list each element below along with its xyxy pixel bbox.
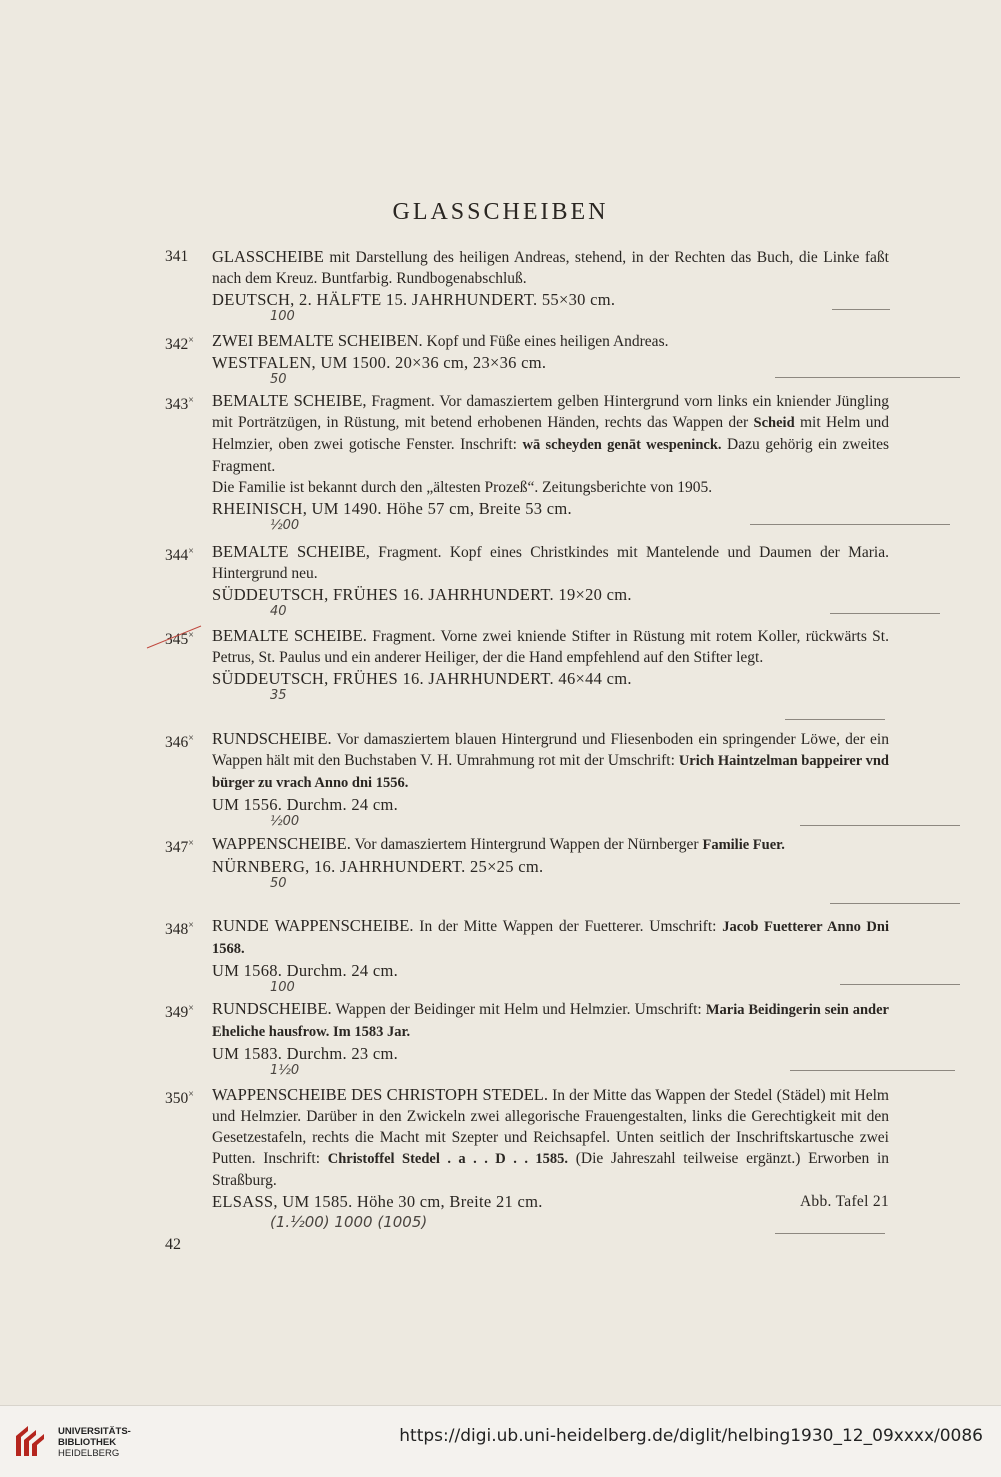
lot-description: In der Mitte Wappen der Fuetterer. Umschrift: bbox=[413, 918, 723, 935]
lot-number: 342× bbox=[165, 335, 194, 354]
lot-description: Fragment. Kopf eines Christkindes mit Mantelende und Daumen der Maria. Hintergrund neu. bbox=[212, 544, 889, 582]
lot-description: Fragment. Vorne zwei kniende Stifter in Rüstung mit rotem Koller, rückwärts St. Petrus, St. Paulus und ein anderer Heiliger, der die Hand empfehlend auf den Stifter legt. bbox=[212, 628, 889, 666]
handwritten-price: (1.½00) 1000 (1005) bbox=[270, 1213, 428, 1231]
lot-number: 343× bbox=[165, 395, 194, 414]
lot-number: 346× bbox=[165, 733, 194, 752]
lot-provenance: NÜRNBERG, 16. JAHRHUNDERT. 25×25 cm. bbox=[212, 857, 544, 876]
handwritten-price: 50 bbox=[270, 372, 287, 387]
divider bbox=[750, 524, 950, 525]
lot-provenance: UM 1556. Durchm. 24 cm. bbox=[212, 795, 399, 814]
divider bbox=[800, 825, 960, 826]
lot-description: Vor damasziertem blauen Hintergrund und Fliesenboden ein springender Löwe, der ein Wappen hält mit den Buchstaben V. H. Umrahmung rot mit der Umschrift: bbox=[212, 731, 889, 769]
lot-number: 348× bbox=[165, 920, 194, 939]
lot-heading: GLASSCHEIBE bbox=[212, 247, 324, 266]
plate-reference: Abb. Tafel 21 bbox=[799, 1193, 889, 1210]
lot-heading: RUNDE WAPPENSCHEIBE. bbox=[212, 916, 414, 935]
source-url-link[interactable]: https://digi.ub.uni-heidelberg.de/diglit/helbing1930_12_09xxxx/0086 bbox=[399, 1426, 983, 1446]
lot-entry bbox=[165, 998, 889, 1078]
lot-provenance: SÜDDEUTSCH, FRÜHES 16. JAHRHUNDERT. 19×20 cm. bbox=[212, 585, 632, 604]
inscription: Christoffel Stedel . a . . D . . 1585. bbox=[327, 1151, 569, 1167]
divider bbox=[830, 613, 940, 614]
lot-heading: WAPPENSCHEIBE DES CHRISTOPH STEDEL. bbox=[212, 1085, 548, 1104]
page-title: GLASSCHEIBEN bbox=[392, 199, 609, 225]
lot-entry bbox=[165, 833, 889, 891]
lot-provenance: ELSASS, UM 1585. Höhe 30 cm, Breite 21 cm. Abb. Tafel 21 bbox=[212, 1192, 889, 1211]
lot-heading: BEMALTE SCHEIBE. bbox=[212, 626, 367, 645]
lot-entry bbox=[165, 915, 889, 995]
lot-provenance: RHEINISCH, UM 1490. Höhe 57 cm, Breite 53 cm. bbox=[212, 499, 572, 518]
lot-heading: WAPPENSCHEIBE. bbox=[212, 834, 351, 853]
handwritten-price: 50 bbox=[270, 876, 287, 891]
divider bbox=[785, 719, 885, 720]
lot-number: 341 bbox=[165, 248, 189, 265]
divider bbox=[775, 377, 960, 378]
lot-description: Kopf und Füße eines heiligen Andreas. bbox=[422, 333, 669, 350]
lot-number: 345× bbox=[165, 630, 194, 649]
lot-entry: 350× WAPPENSCHEIBE DES CHRISTOPH STEDEL. In der Mitte das Wappen der Stedel (Städel) mit Helm und Helmzier. Darüber in den Zwickeln zwei allegorische Frauengestalten, links die Gerechtigkeit mit den Gesetzestafeln, rechts die Macht mit Szepter und Reichsapfel. Unten seitlich der Inschriftskartusche zwei Putten. Inschrift: Christoffel Stedel . a . . D . . 1585. (Die Jahreszahl teilweise ergänzt.) Erworben in Straßburg. ELSASS, UM 1585. Höhe 30 cm, Breite 21 cm. Abb. Tafel 21 (1.½00) 1000 (1005) bbox=[165, 1085, 890, 1231]
lot-entry bbox=[165, 728, 889, 829]
divider bbox=[840, 984, 960, 985]
inscription: Familie Fuer. bbox=[702, 837, 785, 853]
lot-number: 350× bbox=[165, 1089, 194, 1108]
lot-provenance: UM 1583. Durchm. 23 cm. bbox=[212, 1044, 399, 1063]
lot-description: Vor damasziertem Hintergrund Wappen der Nürnberger bbox=[350, 836, 703, 853]
handwritten-price: 1½0 bbox=[270, 1063, 300, 1078]
handwritten-price: 40 bbox=[270, 604, 287, 619]
inscription: Jacob Fuetterer Anno Dni 1568. bbox=[212, 919, 889, 957]
inscription: Scheid bbox=[753, 415, 795, 431]
lot-number: 347× bbox=[165, 838, 194, 857]
lot-description: mit Darstellung des heiligen Andreas, stehend, in der Rechten das Buch, die Linke faßt nach dem Kreuz. Buntfarbig. Rundbogenabschluß. bbox=[212, 249, 889, 287]
lot-note: Die Familie ist bekannt durch den „ältesten Prozeß“. Zeitungsberichte von 1905. bbox=[212, 479, 713, 496]
lot-entry bbox=[165, 541, 889, 619]
red-pencil-mark bbox=[145, 622, 205, 652]
lot-description: Wappen der Beidinger mit Helm und Helmzier. Umschrift: bbox=[331, 1001, 706, 1018]
lot-description: In der Mitte das Wappen der Stedel (Städel) mit Helm und Helmzier. Darüber in den Zwickeln zwei allegorische Frauengestalten, links die Gerechtigkeit mit den Gesetzestafeln, rechts die Macht mit Szepter und Reichsapfel. Unten seitlich der Inschriftskartusche zwei Putten. Inschrift: bbox=[212, 1087, 889, 1167]
lot-provenance: DEUTSCH, 2. HÄLFTE 15. JAHRHUNDERT. 55×30 cm. bbox=[212, 290, 616, 309]
handwritten-price: ½00 bbox=[270, 518, 300, 533]
lot-number: 349× bbox=[165, 1003, 194, 1022]
lot-heading: RUNDSCHEIBE. bbox=[212, 729, 332, 748]
handwritten-price: 35 bbox=[270, 688, 287, 703]
lot-description: Fragment. Vor damasziertem gelben Hintergrund vorn links ein kniender Jüngling mit Porträtzügen, in Rüstung, mit betend erhobenen Händen, rechts das Wappen der bbox=[212, 393, 889, 431]
inscription: wā scheyden genāt wespeninck. bbox=[522, 437, 722, 453]
lot-entry bbox=[165, 246, 889, 324]
page-number: 42 bbox=[165, 1236, 181, 1253]
divider bbox=[832, 309, 890, 310]
lot-provenance: SÜDDEUTSCH, FRÜHES 16. JAHRHUNDERT. 46×44 cm. bbox=[212, 669, 632, 688]
inscription: Maria Beidingerin sein ander Eheliche hausfrow. Im 1583 Jar. bbox=[212, 1002, 889, 1040]
lot-provenance: WESTFALEN, UM 1500. 20×36 cm, 23×36 cm. bbox=[212, 353, 547, 372]
lot-heading: BEMALTE SCHEIBE, bbox=[212, 542, 370, 561]
lot-entry: 343× BEMALTE SCHEIBE, Fragment. Vor damasziertem gelben Hintergrund vorn links ein kniender Jüngling mit Porträtzügen, in Rüstung, mit betend erhobenen Händen, rechts das Wappen der Scheid mit Helm und Helmzier, oben zwei gotische Fenster. Inschrift: wā scheyden genāt wespeninck. Dazu gehörig ein zweites Fragment. Die Familie ist bekannt durch den „ältesten Prozeß“. Zeitungsberichte von 1905. RHEINISCH, UM 1490. Höhe 57 cm, Breite 53 cm. ½00 bbox=[165, 391, 889, 533]
footer-bar bbox=[0, 1405, 1001, 1477]
handwritten-price: 100 bbox=[270, 980, 295, 995]
lot-number: 344× bbox=[165, 546, 194, 565]
lot-provenance: UM 1568. Durchm. 24 cm. bbox=[212, 961, 399, 980]
lot-heading: ZWEI BEMALTE SCHEIBEN. bbox=[212, 331, 423, 350]
lot-heading: BEMALTE SCHEIBE, bbox=[212, 391, 367, 410]
lot-heading: RUNDSCHEIBE. bbox=[212, 999, 332, 1018]
lot-entry bbox=[165, 625, 889, 703]
handwritten-price: ½00 bbox=[270, 814, 300, 829]
divider bbox=[775, 1233, 885, 1234]
library-logo-icon[interactable] bbox=[12, 1422, 50, 1462]
lot-entry bbox=[165, 330, 889, 387]
library-name: UNIVERSITÄTS- BIBLIOTHEK HEIDELBERG bbox=[58, 1426, 131, 1459]
divider bbox=[790, 1070, 955, 1071]
divider bbox=[830, 903, 960, 904]
inscription: Urich Haintzelman bappeirer vnd bürger zu vrach Anno dni 1556. bbox=[212, 753, 890, 791]
handwritten-price: 100 bbox=[270, 309, 295, 324]
